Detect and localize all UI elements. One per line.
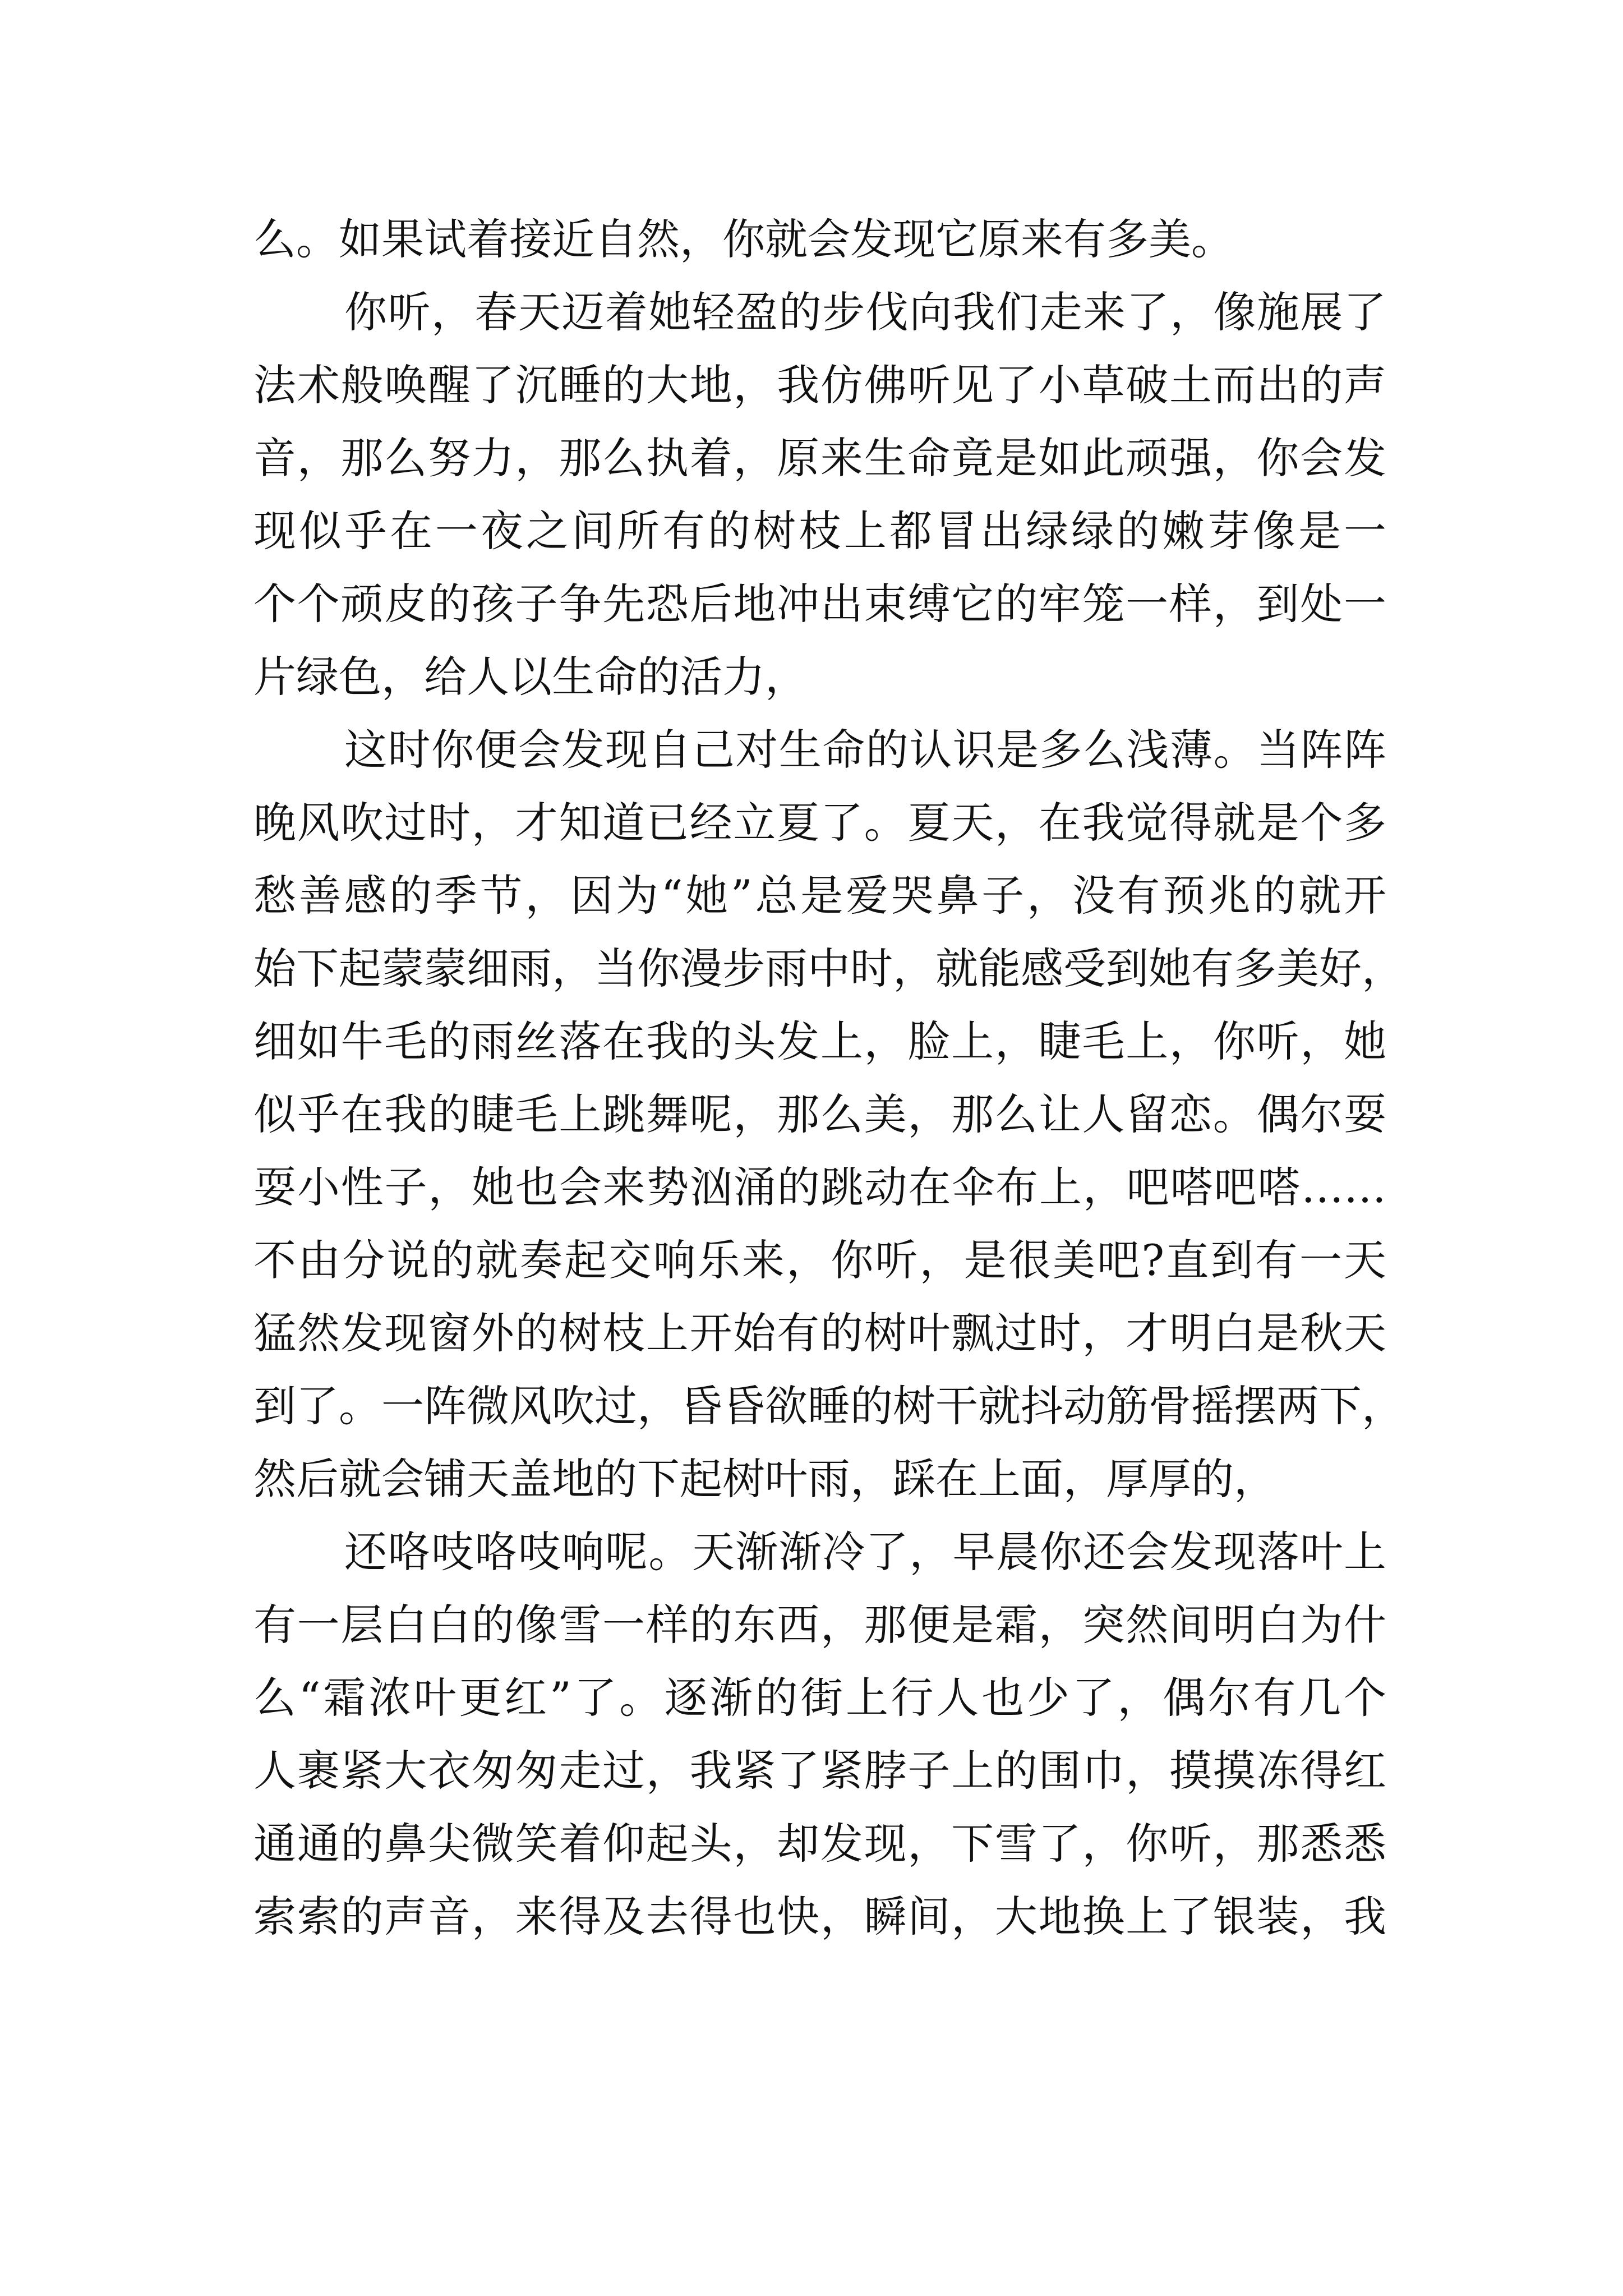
text-line: 不由分说的就奏起交响乐来，你听，是很美吧?直到有一天 — [253, 1235, 1386, 1285]
text-line: 有一层白白的像雪一样的东西，那便是霜，突然间明白为什 — [253, 1600, 1386, 1650]
paragraph-first-line: 你听，春天迈着她轻盈的步伐向我们走来了，像施展了 — [344, 287, 1386, 337]
text-line: 愁善感的季节，因为“她”总是爱哭鼻子，没有预兆的就开 — [253, 871, 1386, 921]
text-line: 然后就会铺天盖地的下起树叶雨，踩在上面，厚厚的， — [253, 1454, 1276, 1504]
text-line: 通通的鼻尖微笑着仰起头，却发现，下雪了，你听，那悉悉 — [253, 1819, 1386, 1869]
paragraph-first-line: 还咯吱咯吱响呢。天渐渐冷了，早晨你还会发现落叶上 — [344, 1527, 1386, 1577]
text-line: 片绿色，给人以生命的活力， — [253, 652, 808, 702]
paragraph-first-line: 这时你便会发现自己对生命的认识是多么浅薄。当阵阵 — [344, 725, 1386, 775]
text-line: 猛然发现窗外的树枝上开始有的树叶飘过时，才明白是秋天 — [253, 1308, 1386, 1358]
text-line: 耍小性子，她也会来势汹涌的跳动在伞布上，吧嗒吧嗒…… — [253, 1162, 1386, 1212]
text-line: 人裹紧大衣匆匆走过，我紧了紧脖子上的围巾，摸摸冻得红 — [253, 1746, 1386, 1796]
text-line: 法术般唤醒了沉睡的大地，我仿佛听见了小草破土而出的声 — [253, 360, 1386, 410]
text-line: 细如牛毛的雨丝落在我的头发上，脸上，睫毛上，你听，她 — [253, 1016, 1386, 1066]
text-line: 么。如果试着接近自然，你就会发现它原来有多美。 — [253, 214, 1234, 264]
text-line: 索索的声音，来得及去得也快，瞬间，大地换上了银装，我 — [253, 1892, 1386, 1941]
text-line: 始下起蒙蒙细雨，当你漫步雨中时，就能感受到她有多美好， — [253, 944, 1404, 993]
text-line: 似乎在我的睫毛上跳舞呢，那么美，那么让人留恋。偶尔耍 — [253, 1089, 1386, 1139]
text-line: 个个顽皮的孩子争先恐后地冲出束缚它的牢笼一样，到处一 — [253, 579, 1386, 629]
text-line: 现似乎在一夜之间所有的树枝上都冒出绿绿的嫩芽像是一 — [253, 506, 1386, 556]
text-line: 么“霜浓叶更红”了。逐渐的街上行人也少了，偶尔有几个 — [253, 1673, 1386, 1723]
text-line: 晚风吹过时，才知道已经立夏了。夏天，在我觉得就是个多 — [253, 798, 1386, 848]
text-line: 音，那么努力，那么执着，原来生命竟是如此顽强，你会发 — [253, 433, 1386, 483]
text-line: 到了。一阵微风吹过，昏昏欲睡的树干就抖动筋骨摇摆两下， — [253, 1381, 1404, 1431]
